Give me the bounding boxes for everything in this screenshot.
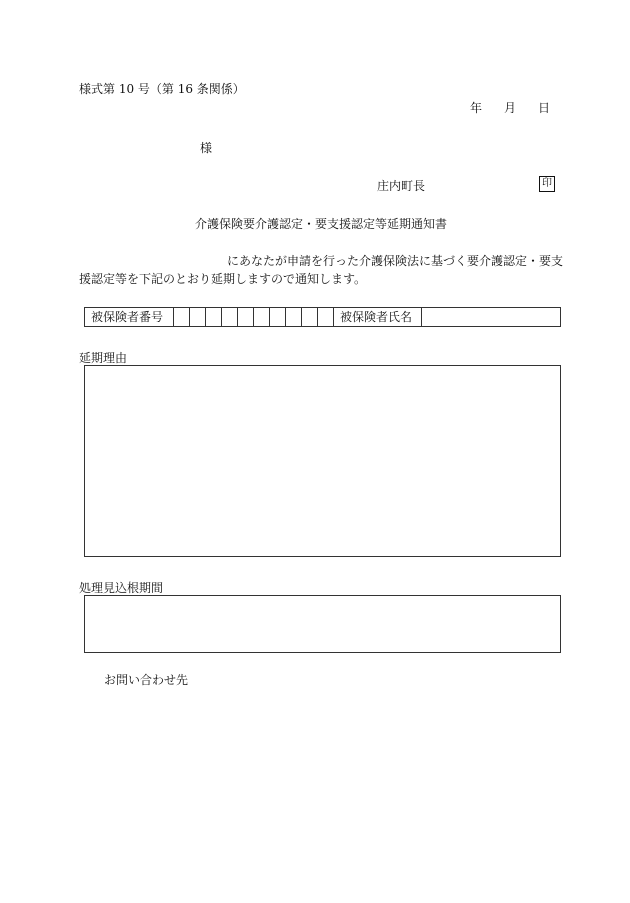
insured-number-digit-cell bbox=[174, 308, 190, 326]
contact-label: お問い合わせ先 bbox=[104, 673, 189, 687]
insured-number-digit-cell bbox=[302, 308, 318, 326]
date-line bbox=[470, 99, 550, 116]
insured-number-digit-cell bbox=[286, 308, 302, 326]
addressee-suffix: 様 bbox=[200, 141, 213, 155]
insured-number-digit-cell bbox=[238, 308, 254, 326]
month-label: 月 bbox=[504, 101, 517, 115]
issuer-name: 庄内町長 bbox=[377, 179, 426, 193]
insured-name-label: 被保険者氏名 bbox=[334, 308, 422, 326]
year-label: 年 bbox=[470, 101, 483, 115]
insured-number-digit-cell bbox=[254, 308, 270, 326]
insured-info-table bbox=[84, 307, 561, 327]
body-text-line-2: 援認定等を下記のとおり延期しますので通知します。 bbox=[79, 272, 367, 286]
reason-box bbox=[84, 365, 561, 557]
insured-number-digit-cell bbox=[206, 308, 222, 326]
insured-number-digit-cell bbox=[190, 308, 206, 326]
body-text-line-1: にあなたが申請を行った介護保険法に基づく要介護認定・要支 bbox=[227, 254, 564, 268]
period-label: 処理見込根期間 bbox=[79, 581, 164, 595]
insured-number-label: 被保険者番号 bbox=[85, 308, 174, 326]
seal-mark: 印 bbox=[539, 176, 555, 192]
form-number: 様式第 10 号（第 16 条関係） bbox=[79, 82, 245, 96]
reason-label: 延期理由 bbox=[79, 351, 128, 365]
insured-number-digit-cell bbox=[318, 308, 334, 326]
day-label: 日 bbox=[538, 101, 551, 115]
insured-name-field bbox=[422, 308, 560, 326]
document-title: 介護保険要介護認定・要支援認定等延期通知書 bbox=[195, 217, 448, 231]
insured-number-digit-cell bbox=[270, 308, 286, 326]
period-box bbox=[84, 595, 561, 653]
insured-number-digit-cell bbox=[222, 308, 238, 326]
